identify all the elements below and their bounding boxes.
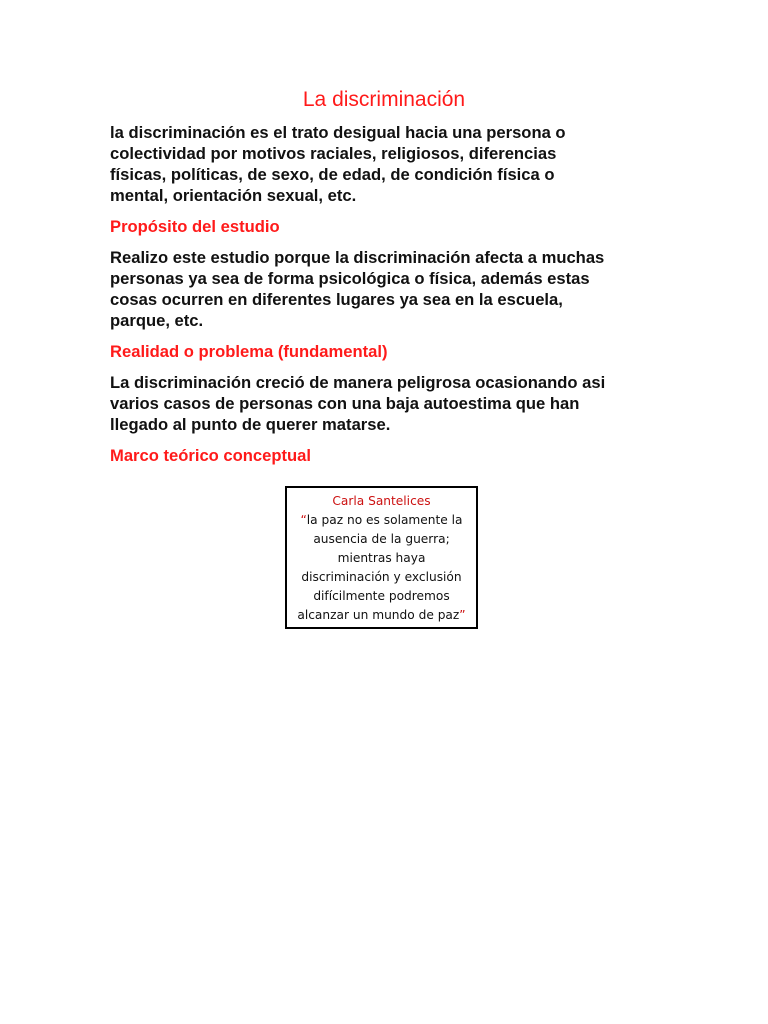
intro-line: la discriminación es el trato desigual hacia una persona o <box>110 123 566 142</box>
quote-close-mark: ” <box>459 608 466 622</box>
section-heading-proposito: Propósito del estudio <box>110 217 280 236</box>
realidad-line: varios casos de personas con una baja autoestima que han <box>110 394 580 413</box>
quote-open-mark: “ <box>300 513 307 527</box>
proposito-line: cosas ocurren en diferentes lugares ya sea en la escuela, <box>110 290 563 309</box>
quote-line: discriminación y exclusión <box>301 570 462 584</box>
intro-line: físicas, políticas, de sexo, de edad, de condición física o <box>110 165 555 184</box>
quote-line: alcanzar un mundo de paz <box>297 608 460 622</box>
quote-author: Carla Santelices <box>332 494 431 508</box>
realidad-line: La discriminación creció de manera peligrosa ocasionando asi <box>110 373 606 392</box>
quote-line: difícilmente podremos <box>313 589 450 603</box>
realidad-paragraph <box>110 372 650 435</box>
proposito-line: Realizo este estudio porque la discriminación afecta a muchas <box>110 248 605 267</box>
proposito-paragraph <box>110 247 650 331</box>
intro-line: colectividad por motivos raciales, religiosos, diferencias <box>110 144 557 163</box>
quote-line: mientras haya <box>337 551 426 565</box>
intro-line: mental, orientación sexual, etc. <box>110 186 357 205</box>
proposito-line: parque, etc. <box>110 311 204 330</box>
quote-box <box>285 486 478 629</box>
proposito-line: personas ya sea de forma psicológica o física, además estas <box>110 269 590 288</box>
quote-line: ausencia de la guerra; <box>313 532 450 546</box>
section-heading-marco: Marco teórico conceptual <box>110 446 312 465</box>
intro-paragraph <box>110 122 650 206</box>
section-heading-realidad: Realidad o problema (fundamental) <box>110 342 388 361</box>
quote-line: la paz no es solamente la <box>306 513 463 527</box>
realidad-line: llegado al punto de querer matarse. <box>110 415 391 434</box>
page-title: La discriminación <box>302 88 466 111</box>
